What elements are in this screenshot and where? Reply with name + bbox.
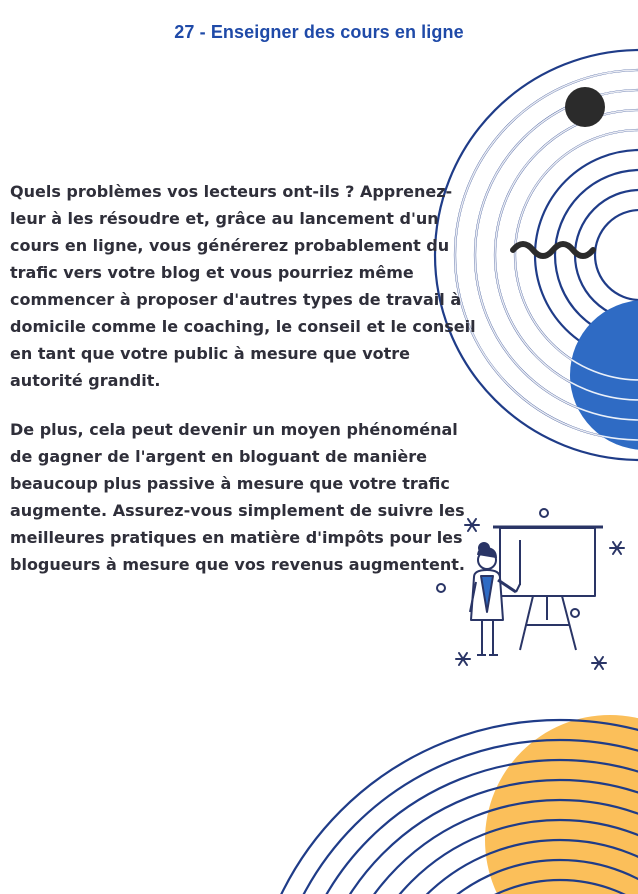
paragraph: Quels problèmes vos lecteurs ont-ils ? Apprenez-leur à les résoudre et, grâce au lancement d'un cours en ligne, vous générerez probablement du trafic vers votre blog et vous pourriez même commencer à proposer d'autres types de travail à domicile comme le coaching, le conseil et le conseil en tant que votre public à mesure que votre autorité grandit. (10, 182, 476, 390)
page-title: 27 - Enseigner des cours en ligne (174, 22, 464, 42)
paragraph: De plus, cela peut devenir un moyen phénoménal de gagner de l'argent en bloguant de manière beaucoup plus passive à mesure que votre trafic augmente. Assurez-vous simplement de suivre les meilleures pratiques en matière d'impôts pour les blogueurs à mesure que vos revenus augmentent. (10, 420, 465, 574)
body-text (10, 178, 485, 578)
zigzag-icon (513, 244, 593, 256)
teacher-whiteboard-icon (470, 527, 603, 655)
dark-circle-icon (565, 87, 605, 127)
